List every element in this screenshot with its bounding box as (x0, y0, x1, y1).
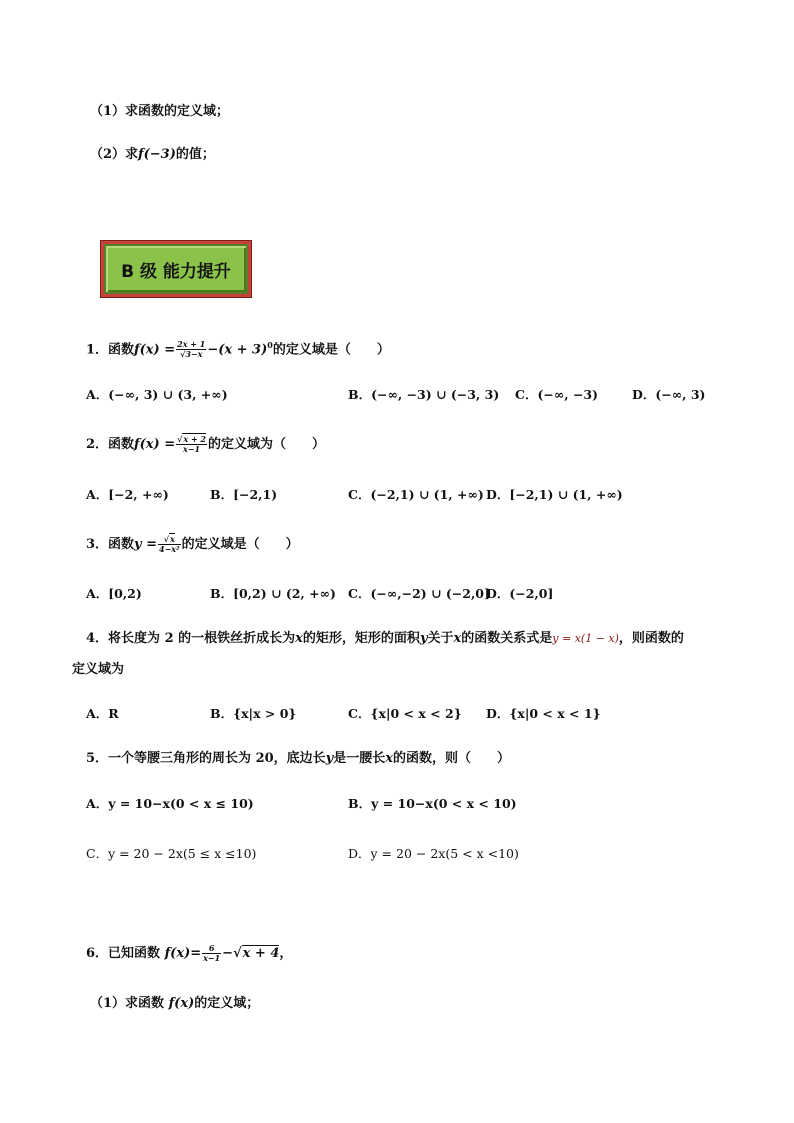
q3-num: x (170, 534, 175, 544)
q3-suffix: 的定义域是（ ） (181, 537, 299, 552)
q3-option-a[interactable]: A．[0,2) (86, 586, 142, 601)
q4-text-d: 的函数关系式是 (461, 631, 553, 646)
q3-prefix: 3．函数 (86, 537, 135, 552)
q1-tail: −(x + 3) (207, 342, 268, 358)
q5-text-c: 的函数，则（ ） (393, 751, 511, 766)
q3-stem (86, 535, 299, 554)
q6-num: 6 (202, 944, 221, 954)
q4-var-x2: x (453, 631, 462, 646)
q4-text-b: 的矩形，矩形的面积 (302, 631, 420, 646)
q4-text-a: 4．将长度为 2 的一根铁丝折成长为 (86, 631, 296, 646)
item-2-math: f(−3) (138, 147, 176, 162)
q5-option-a[interactable]: A．y = 10−x(0 < x ≤ 10) (86, 796, 254, 811)
q1-option-a[interactable]: A．(−∞, 3) ∪ (3, +∞) (86, 387, 228, 402)
q5-option-b[interactable]: B．y = 10−x(0 < x < 10) (348, 796, 517, 811)
q4-text-c: 关于 (427, 631, 454, 646)
q4-stem-line2: 定义域为 (72, 662, 125, 677)
q2-den: x−1 (183, 444, 201, 454)
q5-option-c[interactable]: C．y = 20 − 2x(5 ≤ x ≤10) (86, 846, 257, 861)
q4-option-a[interactable]: A．R (86, 706, 119, 721)
q1-fraction (176, 340, 206, 359)
q4-option-d[interactable]: D．{x|0 < x < 1} (486, 706, 601, 721)
q4-text-e: ，则函数的 (618, 631, 684, 646)
q6-sub1-suffix: 的定义域； (194, 996, 260, 1011)
item-1-text: （1）求函数的定义域； (90, 104, 230, 119)
q6-prefix: 6．已知函数 (86, 946, 161, 961)
q3-option-b[interactable]: B．[0,2) ∪ (2, +∞) (210, 586, 336, 601)
q2-f: f(x) = (134, 437, 176, 452)
q3-fraction: $\frac{√x}{\text{4−x²}}$ (159, 534, 180, 554)
q2-num: x + 2 (183, 434, 206, 444)
q5-var-x: x (385, 751, 394, 766)
q6-suffix: ， (279, 946, 293, 961)
q5-text-b: 是一腰长 (333, 751, 386, 766)
q2-suffix: 的定义域为（ ） (208, 437, 326, 452)
q2-prefix: 2．函数 (86, 437, 135, 452)
q6-den: x−1 (203, 953, 221, 963)
q5-option-d[interactable]: D．y = 20 − 2x(5 < x <10) (348, 846, 519, 861)
q3-option-d[interactable]: D．(−2,0] (486, 586, 554, 601)
q1-stem (86, 336, 390, 359)
q1-prefix: 1．函数 (86, 342, 135, 358)
q6-sub1-math: f(x) (168, 996, 195, 1011)
q4-stem-line1 (86, 630, 684, 648)
q5-stem (86, 750, 510, 768)
item-2-suffix: 的值； (175, 147, 215, 162)
q6-sub1-prefix: （1）求函数 (90, 996, 165, 1011)
q1-den: √3−x (180, 349, 203, 360)
level-banner (100, 240, 252, 298)
q6-sqrt: x + 4 (242, 946, 280, 961)
q1-option-b[interactable]: B．(−∞, −3) ∪ (−3, 3) (348, 387, 500, 402)
q2-fraction: $\frac{√x + 2}{x-1}$ (177, 434, 206, 454)
item-2-prefix: （2）求 (90, 147, 139, 162)
q1-f: f(x) = (134, 342, 176, 358)
q4-var-x: x (295, 631, 303, 646)
q2-option-b[interactable]: B．[−2,1) (210, 487, 278, 502)
q6-tail: − (222, 946, 234, 961)
q5-text-a: 5．一个等腰三角形的周长为 20，底边长 (86, 751, 326, 766)
q1-option-c[interactable]: C．(−∞, −3) (515, 387, 599, 402)
q3-den: 4−x² (159, 544, 180, 554)
q1-num: 2x + 1 (177, 339, 206, 350)
q3-f: y = (134, 537, 158, 552)
q2-option-d[interactable]: D．[−2,1) ∪ (1, +∞) (486, 487, 623, 502)
level-banner-label: B 级 能力提升 (104, 244, 248, 294)
q1-option-d[interactable]: D．(−∞, 3) (632, 387, 706, 402)
q4-option-c[interactable]: C．{x|0 < x < 2} (348, 706, 462, 721)
q2-option-a[interactable]: A．[−2, +∞) (86, 487, 169, 502)
q3-option-c[interactable]: C．(−∞,−2) ∪ (−2,0] (348, 586, 490, 601)
q4-formula: y = x(1 − x) (552, 632, 619, 645)
q1-exp: 0 (267, 340, 273, 350)
q2-stem (86, 435, 325, 454)
q2-option-c[interactable]: C．(−2,1) ∪ (1, +∞) (348, 487, 484, 502)
q6-sub1 (90, 995, 259, 1013)
q6-f: f(x)= (164, 946, 202, 961)
q5-var-y: y (325, 751, 334, 766)
q6-stem: 6．已知函数 f(x)= $\frac{6}{x-1}$ −√x + 4， (86, 943, 293, 963)
q1-suffix: 的定义域是（ ） (272, 342, 390, 358)
q4-var-y: y (419, 631, 428, 646)
item-2-text (90, 146, 215, 164)
q4-option-b[interactable]: B．{x|x > 0} (210, 706, 297, 721)
q6-fraction (202, 944, 221, 963)
